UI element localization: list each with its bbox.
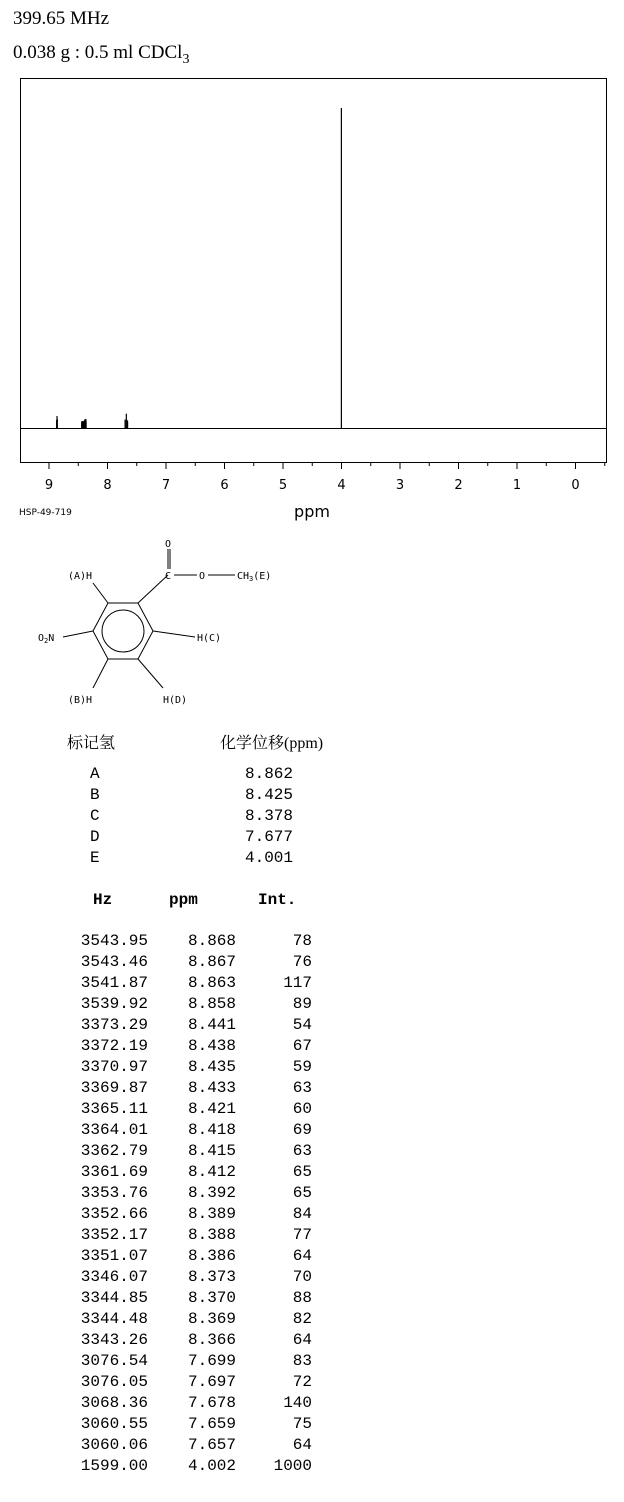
label-carbonyl-c: C bbox=[165, 571, 172, 582]
peak-hz: 3364.01 bbox=[80, 1121, 148, 1139]
peak-hz: 3373.29 bbox=[80, 1016, 148, 1034]
peak-ppm: 8.370 bbox=[187, 1289, 236, 1307]
peak-int: 89 bbox=[292, 995, 312, 1013]
peak-ppm: 8.438 bbox=[187, 1037, 236, 1055]
sample-text: 0.038 g : 0.5 ml CDCl bbox=[13, 42, 183, 63]
peak-row bbox=[0, 1289, 400, 1310]
peak-row bbox=[0, 932, 400, 953]
peak-int: 67 bbox=[292, 1037, 312, 1055]
peak-hz: 3076.54 bbox=[80, 1352, 148, 1370]
peak-int: 1000 bbox=[273, 1457, 312, 1475]
label-carbonyl-o: O bbox=[165, 539, 172, 550]
peak-row bbox=[0, 974, 400, 995]
peak-hz: 3060.06 bbox=[80, 1436, 148, 1454]
peak-ppm: 8.389 bbox=[187, 1205, 236, 1223]
assignment-label: E bbox=[90, 849, 100, 867]
peak-row bbox=[0, 1226, 400, 1247]
label-h-d: H(D) bbox=[163, 695, 188, 706]
peak-ppm: 8.386 bbox=[187, 1247, 236, 1265]
peak-int: 83 bbox=[292, 1352, 312, 1370]
peak-int: 60 bbox=[292, 1100, 312, 1118]
peak-ppm: 8.435 bbox=[187, 1058, 236, 1076]
peak-ppm: 8.858 bbox=[187, 995, 236, 1013]
tick-label: 5 bbox=[278, 478, 288, 493]
tick-label: 3 bbox=[395, 478, 405, 493]
peak-int: 64 bbox=[292, 1331, 312, 1349]
peak-ppm: 8.373 bbox=[187, 1268, 236, 1286]
assignment-shift: 4.001 bbox=[245, 849, 294, 867]
peak-hz: 3370.97 bbox=[80, 1058, 148, 1076]
bond-nitro bbox=[63, 631, 93, 637]
peak-row bbox=[0, 1415, 400, 1436]
peak-ppm: 8.421 bbox=[187, 1100, 236, 1118]
peak-row bbox=[0, 953, 400, 974]
peak-ppm: 8.867 bbox=[187, 953, 236, 971]
peak-int: 88 bbox=[292, 1289, 312, 1307]
bond-h-d bbox=[138, 659, 163, 688]
sample-subscript: 3 bbox=[182, 51, 190, 67]
assignment-row bbox=[0, 765, 320, 786]
tick-label: 6 bbox=[220, 478, 229, 493]
peak-int: 78 bbox=[292, 932, 312, 950]
assignment-row bbox=[0, 828, 320, 849]
peak-ppm: 7.678 bbox=[187, 1394, 236, 1412]
peak-hz: 3365.11 bbox=[80, 1100, 148, 1118]
spectrum-code: HSP-49-719 bbox=[19, 508, 72, 518]
peak-ppm: 7.697 bbox=[187, 1373, 236, 1391]
bond-h-c bbox=[153, 631, 195, 637]
peak-int: 82 bbox=[292, 1310, 312, 1328]
assignment-shift: 8.862 bbox=[245, 765, 294, 783]
assignment-shift: 8.378 bbox=[245, 807, 294, 825]
assignment-label: C bbox=[90, 807, 100, 825]
x-axis-label: ppm bbox=[294, 502, 330, 521]
peak-row bbox=[0, 1331, 400, 1352]
peak-ppm: 8.388 bbox=[187, 1226, 236, 1244]
peak-int: 64 bbox=[292, 1247, 312, 1265]
peak-row bbox=[0, 1205, 400, 1226]
peak-int: 70 bbox=[292, 1268, 312, 1286]
peak-hz: 3060.55 bbox=[80, 1415, 148, 1433]
peak-hz: 3362.79 bbox=[80, 1142, 148, 1160]
spectrometer-frequency: 399.65 MHz bbox=[13, 8, 110, 29]
tick-label: 4 bbox=[337, 478, 346, 493]
peak-col-hz: Hz bbox=[93, 891, 113, 909]
tick-label: 7 bbox=[161, 478, 171, 493]
tick-label: 2 bbox=[454, 478, 463, 493]
peak-ppm: 4.002 bbox=[187, 1457, 236, 1475]
peak-ppm: 8.415 bbox=[187, 1142, 236, 1160]
peak-hz: 3351.07 bbox=[80, 1247, 148, 1265]
peak-int: 69 bbox=[292, 1121, 312, 1139]
peaks-group bbox=[57, 108, 342, 428]
assignment-label: B bbox=[90, 786, 100, 804]
peak-int: 117 bbox=[283, 974, 312, 992]
peak-ppm: 8.868 bbox=[187, 932, 236, 950]
peak-row bbox=[0, 1436, 400, 1457]
peak-hz: 3068.36 bbox=[80, 1394, 148, 1412]
peak-hz: 3344.85 bbox=[80, 1289, 148, 1307]
peak-ppm: 7.657 bbox=[187, 1436, 236, 1454]
peak-hz: 3541.87 bbox=[80, 974, 148, 992]
peak-row bbox=[0, 1457, 400, 1478]
peak-row bbox=[0, 1142, 400, 1163]
assignment-row bbox=[0, 807, 320, 828]
peak-row bbox=[0, 1268, 400, 1289]
peak-int: 63 bbox=[292, 1079, 312, 1097]
assignment-label: A bbox=[90, 765, 100, 783]
peak-ppm: 8.366 bbox=[187, 1331, 236, 1349]
peak-ppm: 8.392 bbox=[187, 1184, 236, 1202]
peak-hz: 3361.69 bbox=[80, 1163, 148, 1181]
tick-label: 9 bbox=[44, 478, 54, 493]
peak-int: 54 bbox=[292, 1016, 312, 1034]
peak-int: 75 bbox=[292, 1415, 312, 1433]
peak-row bbox=[0, 1163, 400, 1184]
peak-int: 65 bbox=[292, 1184, 312, 1202]
molecule-structure bbox=[30, 535, 310, 715]
peak-int: 63 bbox=[292, 1142, 312, 1160]
nmr-spectrum-chart bbox=[0, 0, 624, 530]
peak-ppm: 8.418 bbox=[187, 1121, 236, 1139]
peak-row bbox=[0, 1016, 400, 1037]
aromatic-circle bbox=[102, 610, 144, 652]
peak-hz: 3353.76 bbox=[80, 1184, 148, 1202]
tick-label: 8 bbox=[103, 478, 112, 493]
peak-hz: 1599.00 bbox=[80, 1457, 148, 1475]
peak-row bbox=[0, 1079, 400, 1100]
peak-row bbox=[0, 1121, 400, 1142]
peak-row bbox=[0, 1310, 400, 1331]
bond-h-b bbox=[93, 659, 108, 688]
peak-row bbox=[0, 1100, 400, 1121]
peak-ppm: 8.433 bbox=[187, 1079, 236, 1097]
peak-int: 72 bbox=[292, 1373, 312, 1391]
peak-int: 65 bbox=[292, 1163, 312, 1181]
peak-col-ppm: ppm bbox=[169, 891, 198, 909]
peak-int: 64 bbox=[292, 1436, 312, 1454]
assignment-col-shift: 化学位移(ppm) bbox=[220, 735, 324, 752]
peak-hz: 3372.19 bbox=[80, 1037, 148, 1055]
peak-row bbox=[0, 1352, 400, 1373]
tick-label: 1 bbox=[512, 478, 522, 493]
peak-hz: 3352.66 bbox=[80, 1205, 148, 1223]
assignment-shift: 8.425 bbox=[245, 786, 294, 804]
label-h-b: (B)H bbox=[68, 695, 93, 706]
peak-hz: 3343.26 bbox=[80, 1331, 148, 1349]
peak-hz: 3369.87 bbox=[80, 1079, 148, 1097]
plot-frame bbox=[21, 79, 607, 463]
peak-row bbox=[0, 1058, 400, 1079]
axis-ticks bbox=[45, 462, 605, 493]
peak-ppm: 8.412 bbox=[187, 1163, 236, 1181]
peak-ppm: 7.699 bbox=[187, 1352, 236, 1370]
peak-hz: 3539.92 bbox=[80, 995, 148, 1013]
label-ester-o: O bbox=[199, 571, 206, 582]
peak-ppm: 8.441 bbox=[187, 1016, 236, 1034]
peak-row bbox=[0, 1037, 400, 1058]
peak-row bbox=[0, 1373, 400, 1394]
peak-col-int: Int. bbox=[258, 891, 297, 909]
peak-ppm: 8.369 bbox=[187, 1310, 236, 1328]
peak-int: 76 bbox=[292, 953, 312, 971]
peak-int: 140 bbox=[283, 1394, 312, 1412]
peak-row bbox=[0, 1247, 400, 1268]
assignment-shift: 7.677 bbox=[245, 828, 294, 846]
tick-label: 0 bbox=[571, 478, 580, 493]
bond-h-a bbox=[93, 583, 108, 603]
peak-hz: 3543.46 bbox=[80, 953, 148, 971]
peak-hz: 3543.95 bbox=[80, 932, 148, 950]
bond-carbonyl bbox=[138, 575, 168, 603]
peak-row bbox=[0, 995, 400, 1016]
peak-hz: 3076.05 bbox=[80, 1373, 148, 1391]
peak-hz: 3352.17 bbox=[80, 1226, 148, 1244]
peak-ppm: 8.863 bbox=[187, 974, 236, 992]
peak-int: 84 bbox=[292, 1205, 312, 1223]
assignment-label: D bbox=[90, 828, 100, 846]
label-h-c: H(C) bbox=[197, 633, 222, 644]
peak-ppm: 7.659 bbox=[187, 1415, 236, 1433]
label-methyl: $CH_3(E)$ bbox=[237, 571, 272, 583]
peak-int: 77 bbox=[292, 1226, 312, 1244]
peak-row bbox=[0, 1184, 400, 1205]
assignment-col-label: 标记氢 bbox=[67, 735, 116, 752]
peak-int: 59 bbox=[292, 1058, 312, 1076]
assignment-row bbox=[0, 786, 320, 807]
peak-hz: 3346.07 bbox=[80, 1268, 148, 1286]
peak-hz: 3344.48 bbox=[80, 1310, 148, 1328]
label-h-a: (A)H bbox=[68, 571, 93, 582]
assignment-row bbox=[0, 849, 320, 870]
peak-row bbox=[0, 1394, 400, 1415]
label-nitro: $O_2N$ bbox=[38, 633, 55, 645]
